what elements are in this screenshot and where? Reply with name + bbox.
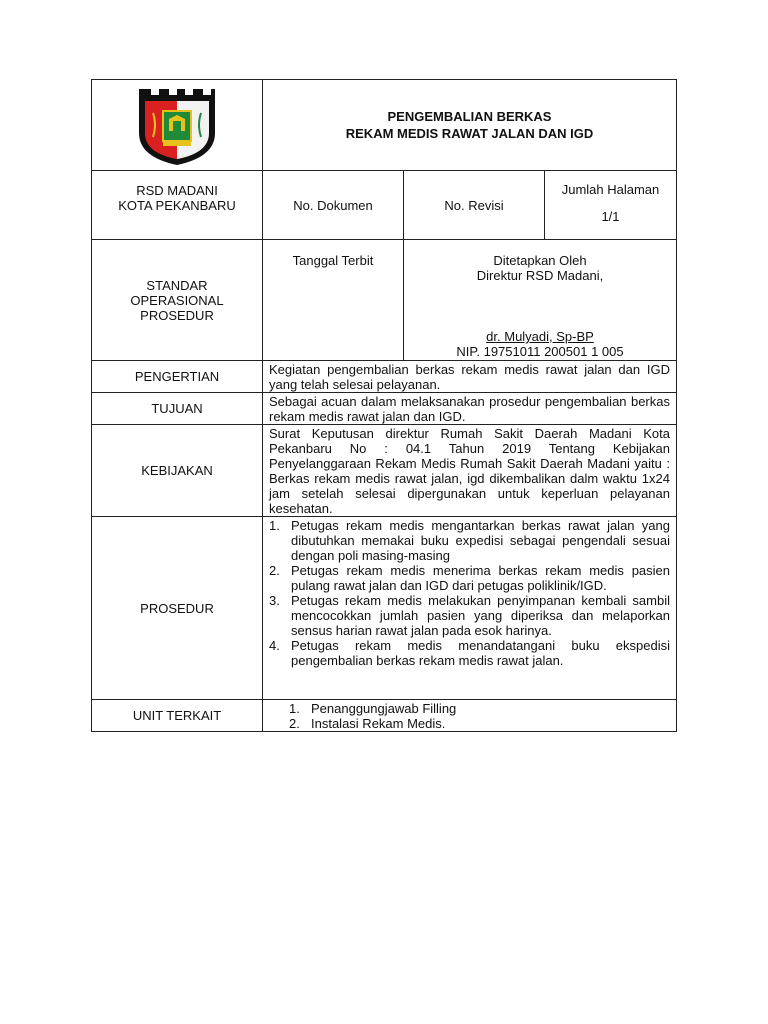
issue-date-cell xyxy=(263,240,404,361)
pengertian-label: PENGERTIAN xyxy=(134,369,220,384)
sop-label-line1: STANDAR xyxy=(146,277,208,293)
kebijakan-label: KEBIJAKAN xyxy=(141,463,213,478)
kebijakan-text: Surat Keputusan direktur Rumah Sakit Daerah Madani Kota Pekanbaru No : 04.1 Tahun 2019 Tentang Kebijakan Penyelanggaraan Rekam Medis Rumah Sakit Daerah Madani yaitu : Berkas rekam medis rawat jalan, igd dikembalikan dalm waktu 1x24 jam setelah selesai dipergunakan untuk keperluan pelayanan kesehatan. xyxy=(263,425,677,517)
tujuan-label-cell xyxy=(92,393,263,425)
tujuan-label: TUJUAN xyxy=(151,401,203,416)
list-item: 2. Petugas rekam medis menerima berkas rekam medis pasien pulang rawat jalan dan IGD dari petugas poliklinik/IGD. xyxy=(269,563,670,593)
document-title-line1: PENGEMBALIAN BERKAS xyxy=(387,109,552,124)
unit-terkait-label-cell xyxy=(92,700,263,732)
document-number-label: No. Dokumen xyxy=(293,197,373,213)
approver-title: Direktur RSD Madani, xyxy=(476,268,604,283)
prosedur-label-cell xyxy=(92,517,263,700)
organization-name: RSD MADANI xyxy=(136,183,218,198)
signer-name: dr. Mulyadi, Sp-BP xyxy=(486,329,594,344)
signer-nip: NIP. 19751011 200501 1 005 xyxy=(456,344,624,359)
prosedur-steps-list xyxy=(263,518,676,668)
kebijakan-label-cell xyxy=(92,425,263,517)
document-title-cell xyxy=(263,80,677,171)
unit-terkait-cell xyxy=(263,700,677,732)
sop-table xyxy=(91,79,677,732)
unit-terkait-label: UNIT TERKAIT xyxy=(132,708,222,723)
document-title-line2: REKAM MEDIS RAWAT JALAN DAN IGD xyxy=(345,126,594,141)
page-count-cell xyxy=(545,171,677,240)
pengertian-label-cell xyxy=(92,361,263,393)
revision-number-label: No. Revisi xyxy=(444,197,504,213)
list-item: 3. Petugas rekam medis melakukan penyimpanan kembali sambil mencocokkan jumlah pasien yang diperiksa dan melaporkan sensus harian rawat jalan pada esok harinya. xyxy=(269,593,670,638)
document-number-cell xyxy=(263,171,404,240)
list-item: 1. Penanggungjawab Filling xyxy=(289,701,457,716)
organization-cell xyxy=(92,171,263,240)
list-item: 2. Instalasi Rekam Medis. xyxy=(289,716,446,731)
page-count-label: Jumlah Halaman xyxy=(561,182,660,197)
organization-city: KOTA PEKANBARU xyxy=(118,198,236,213)
approved-by-label: Ditetapkan Oleh xyxy=(493,253,587,268)
prosedur-steps-cell xyxy=(263,517,677,700)
sop-label-cell xyxy=(92,240,263,361)
logo-cell xyxy=(92,80,263,171)
page-count-value: 1/1 xyxy=(601,209,620,224)
issue-date-label: Tanggal Terbit xyxy=(292,253,374,268)
pekanbaru-city-emblem-icon xyxy=(135,85,219,167)
prosedur-label: PROSEDUR xyxy=(140,600,214,616)
unit-terkait-list xyxy=(263,701,676,731)
sop-label-line2: OPERASIONAL xyxy=(130,292,224,308)
sop-document xyxy=(91,79,676,732)
list-item: 4. Petugas rekam medis menandatangani buku ekspedisi pengembalian berkas rekam medis rawat jalan. xyxy=(269,638,670,668)
tujuan-text: Sebagai acuan dalam melaksanakan prosedur pengembalian berkas rekam medis rawat jalan dan IGD. xyxy=(263,393,677,425)
revision-number-cell xyxy=(404,171,545,240)
list-item: 1. Petugas rekam medis mengantarkan berkas rawat jalan yang dibutuhkan memakai buku expedisi sebagai pengendali sesuai dengan poli masing-masing xyxy=(269,518,670,563)
sop-label-line3: PROSEDUR xyxy=(140,307,214,323)
approval-cell xyxy=(404,240,677,361)
pengertian-text: Kegiatan pengembalian berkas rekam medis rawat jalan dan IGD yang telah selesai pelayanan. xyxy=(263,361,677,393)
